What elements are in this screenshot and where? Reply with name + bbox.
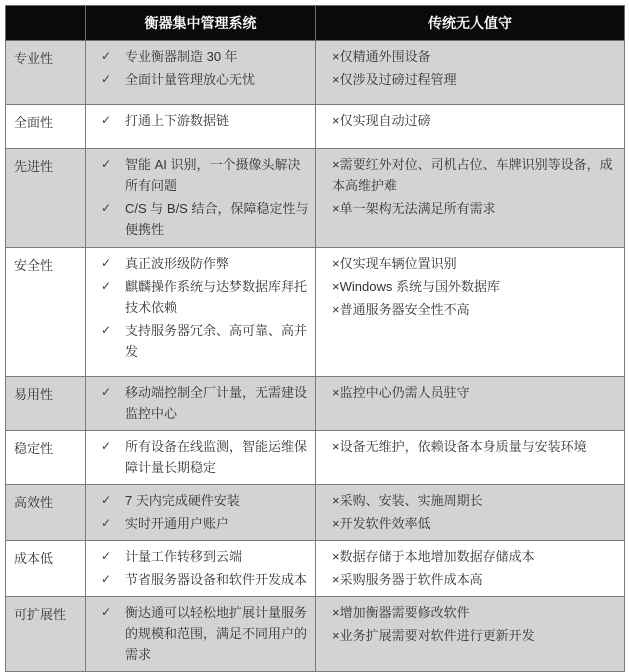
system-pros-cell — [86, 41, 316, 105]
pro-text: 专业衡器制造 30 年 — [125, 49, 238, 64]
table-row — [6, 248, 625, 377]
con-text: ×业务扩展需要对软件进行更新开发 — [332, 628, 535, 643]
row-label-cell — [6, 41, 86, 105]
con-text: ×采购、安装、实施周期长 — [332, 493, 483, 508]
pro-text: 全面计量管理放心无忧 — [125, 72, 256, 87]
table-row — [6, 541, 625, 597]
system-pros-cell — [86, 431, 316, 485]
pro-item — [86, 46, 310, 67]
row-label-cell — [6, 485, 86, 541]
pro-text: 打通上下游数据链 — [125, 113, 230, 128]
system-pros-cell — [86, 485, 316, 541]
pro-text: 所有设备在线监测，智能运维保障计量长期稳定 — [125, 439, 308, 475]
check-icon: ✓ — [101, 439, 112, 453]
con-text: ×设备无维护，依赖设备本身质量与安装环境 — [332, 439, 587, 454]
con-text: ×单一架构无法满足所有需求 — [332, 201, 496, 216]
table-row — [6, 377, 625, 431]
con-text: ×数据存储于本地增加数据存储成本 — [332, 549, 535, 564]
row-label: 易用性 — [14, 387, 54, 402]
system-pros-cell — [86, 105, 316, 149]
check-icon: ✓ — [101, 113, 112, 127]
row-label-cell — [6, 597, 86, 672]
table-row — [6, 485, 625, 541]
check-icon: ✓ — [101, 605, 112, 619]
pro-text: 真正波形级防作弊 — [125, 256, 230, 271]
row-label: 可扩展性 — [14, 607, 67, 622]
pro-item — [86, 154, 310, 196]
comparison-table — [5, 5, 625, 672]
table-row — [6, 41, 625, 105]
system-pros-cell — [86, 149, 316, 248]
pro-text: 智能 AI 识别，一个摄像头解决所有问题 — [125, 157, 301, 193]
check-icon: ✓ — [101, 572, 112, 586]
row-label: 安全性 — [14, 258, 54, 273]
row-label-cell — [6, 541, 86, 597]
check-icon: ✓ — [101, 279, 112, 293]
check-icon: ✓ — [101, 201, 112, 215]
pro-item — [86, 569, 310, 590]
row-label: 稳定性 — [14, 441, 54, 456]
system-pros-cell — [86, 597, 316, 672]
con-text: ×仅实现自动过磅 — [332, 113, 431, 128]
row-label-cell — [6, 248, 86, 377]
check-icon: ✓ — [101, 256, 112, 270]
row-label: 高效性 — [14, 495, 54, 510]
pro-item — [86, 276, 310, 318]
pro-text: 节省服务器设备和软件开发成本 — [125, 572, 308, 587]
pro-text: 移动端控制全厂计量，无需建设监控中心 — [125, 385, 308, 421]
pro-text: 7 天内完成硬件安装 — [125, 493, 240, 508]
traditional-cons-cell — [316, 541, 625, 597]
check-icon: ✓ — [101, 549, 112, 563]
pro-text: 衡达通可以轻松地扩展计量服务的规模和范围，满足不同用户的需求 — [125, 605, 308, 662]
check-icon: ✓ — [101, 493, 112, 507]
con-text: ×仅实现车辆位置识别 — [332, 256, 457, 271]
row-label: 先进性 — [14, 159, 54, 174]
header-row — [6, 6, 625, 41]
check-icon: ✓ — [101, 323, 112, 337]
con-text: ×增加衡器需要修改软件 — [332, 605, 470, 620]
system-pros-cell — [86, 248, 316, 377]
traditional-cons-cell — [316, 431, 625, 485]
pro-text: C/S 与 B/S 结合，保障稳定性与便携性 — [125, 201, 309, 237]
check-icon: ✓ — [101, 157, 112, 171]
traditional-cons-cell — [316, 41, 625, 105]
pro-item — [86, 490, 310, 511]
con-text: ×普通服务器安全性不高 — [332, 302, 470, 317]
check-icon: ✓ — [101, 385, 112, 399]
con-text: ×开发软件效率低 — [332, 516, 431, 531]
traditional-cons-cell — [316, 149, 625, 248]
header-system-column: 衡器集中管理系统 — [86, 6, 316, 41]
pro-item — [86, 110, 310, 131]
system-pros-cell — [86, 377, 316, 431]
traditional-cons-cell — [316, 485, 625, 541]
check-icon: ✓ — [101, 49, 112, 63]
pro-text: 麒麟操作系统与达梦数据库拜托技术依赖 — [125, 279, 308, 315]
table-row — [6, 105, 625, 149]
traditional-cons-cell — [316, 597, 625, 672]
row-label: 全面性 — [14, 115, 54, 130]
system-pros-cell — [86, 541, 316, 597]
con-text: ×仅精通外围设备 — [332, 49, 431, 64]
pro-text: 计量工作转移到云端 — [125, 549, 243, 564]
traditional-cons-cell — [316, 105, 625, 149]
header-corner-cell — [6, 6, 86, 41]
check-icon: ✓ — [101, 516, 112, 530]
traditional-cons-cell — [316, 377, 625, 431]
table-header — [6, 6, 625, 41]
header-traditional-column: 传统无人值守 — [316, 6, 625, 41]
row-label-cell — [6, 105, 86, 149]
pro-text: 实时开通用户账户 — [125, 516, 230, 531]
pro-item — [86, 546, 310, 567]
pro-item — [86, 69, 310, 90]
check-icon: ✓ — [101, 72, 112, 86]
traditional-cons-cell — [316, 248, 625, 377]
pro-item — [86, 320, 310, 362]
row-label-cell — [6, 149, 86, 248]
con-text: ×需要红外对位、司机占位、车牌识别等设备，成本高维护难 — [332, 157, 613, 193]
table-row — [6, 431, 625, 485]
row-label: 专业性 — [14, 51, 54, 66]
con-text: ×Windows 系统与国外数据库 — [332, 279, 500, 294]
table-row — [6, 597, 625, 672]
row-label-cell — [6, 431, 86, 485]
pro-item — [86, 382, 310, 424]
pro-item — [86, 253, 310, 274]
comparison-table-body — [6, 41, 625, 672]
pro-text: 支持服务器冗余、高可靠、高并发 — [125, 323, 308, 359]
pro-item — [86, 513, 310, 534]
pro-item — [86, 436, 310, 478]
table-row — [6, 149, 625, 248]
con-text: ×监控中心仍需人员驻守 — [332, 385, 470, 400]
con-text: ×采购服务器于软件成本高 — [332, 572, 483, 587]
con-text: ×仅涉及过磅过程管理 — [332, 72, 457, 87]
row-label: 成本低 — [14, 551, 54, 566]
row-label-cell — [6, 377, 86, 431]
pro-item — [86, 198, 310, 240]
